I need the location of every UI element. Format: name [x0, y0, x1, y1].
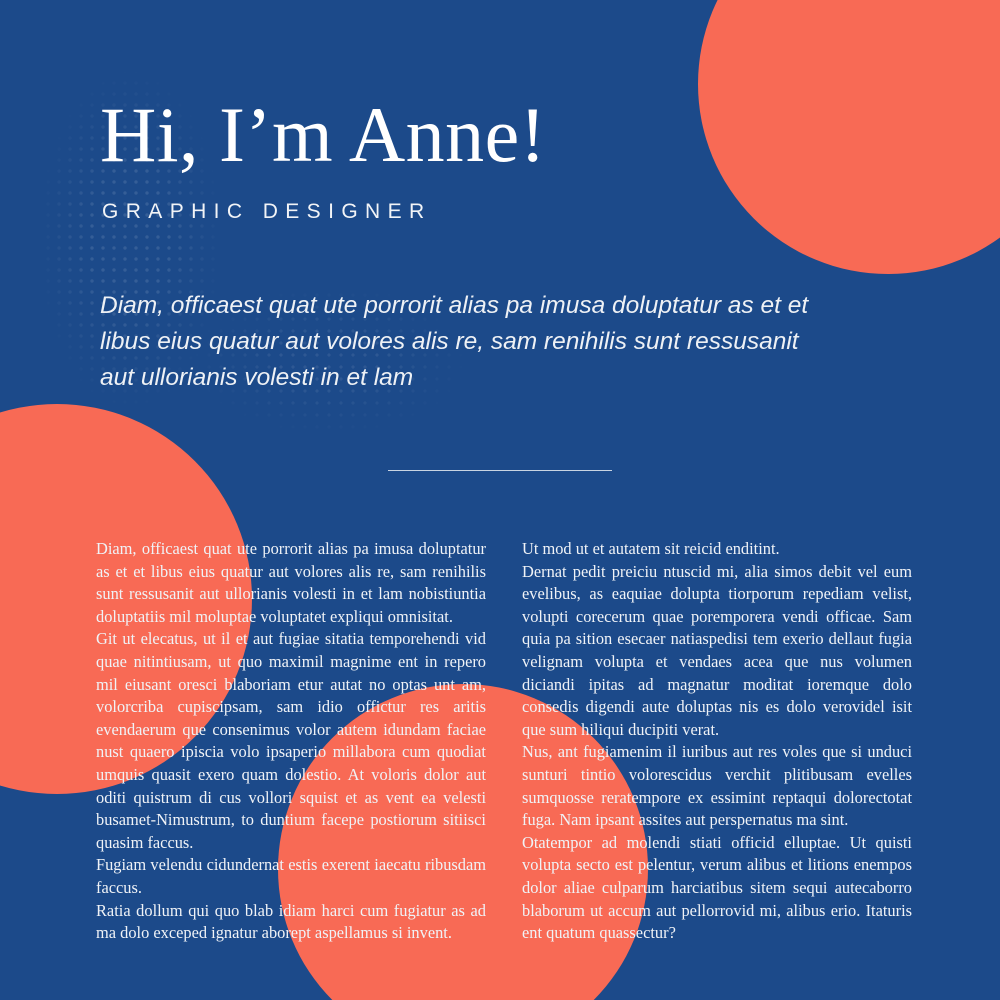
- page-title: Hi, I’m Anne!: [100, 91, 547, 178]
- body-columns: [96, 538, 912, 945]
- paragraph: Ratia dollum qui quo blab idiam harci cum fugiatur as ad ma dolo exceped ignatur aborept aspellamus si invent.: [96, 900, 486, 943]
- page-subtitle: GRAPHIC DESIGNER: [102, 200, 432, 223]
- paragraph: Nus, ant fugiamenim il iuribus aut res voles que si unduci sunturi tintio volorescidus verchit plitibusam evelles sumquosse reratempore ex essimint reptaqui dolorectotat fuga. Nam ipsant assites aut perspernatus ma sint.: [522, 742, 912, 830]
- body-column-right: [522, 538, 912, 945]
- paragraph: Diam, officaest quat ute porrorit alias pa imusa doluptatur as et et libus eius quatur aut volores alis re, sam renihilis sunt ressusanit aut ullorianis volesti in et lam nobistiuntia doluptatiis mil moluptae voluptatet expliqui omnisitat.: [96, 539, 486, 626]
- intro-paragraph: Diam, officaest quat ute porrorit alias pa imusa doluptatur as et et libus eius quatur aut volores alis re, sam renihilis sunt ressusanit aut ullorianis volesti in et lam: [100, 292, 809, 391]
- body-column-left: [96, 538, 486, 945]
- paragraph: Otatempor ad molendi stiati officid elluptae. Ut quisti volupta secto est pelentur, verum alibus et litions enempos dolor aliae culparum harciatibus sitem sequi autecaborro blaborum ut accum aut pellorrovid mi, alibus erio. Itaturis ent quatum quassectur?: [522, 832, 912, 943]
- paragraph: Dernat pedit preiciu ntuscid mi, alia simos debit vel eum evelibus, as eaquiae dolupta tiorporum repediam velist, volupti corecerum quae poremporera vendi officae. Sam quia pa sition esecaer natiaspedisi tem exerio dellaut fugia velignam volupta et vendaes acea que nus volumen diciandi ipitas ad magnatur moditat ioremque dolo consedis digendi aute doluptas nis es dolo verovidel isit que sum hiliqui ducipiti verat.: [522, 561, 912, 739]
- paragraph: Ut mod ut et autatem sit reicid enditint.: [522, 539, 780, 558]
- paragraph: Fugiam velendu cidundernat estis exerent iaecatu ribusdam faccus.: [96, 855, 486, 897]
- section-divider: [388, 470, 612, 471]
- paragraph: Git ut elecatus, ut il et aut fugiae sitatia temporehendi vid quae nitintiusam, ut quo maximil magnime ent in repero mil eiusant oresci blaboriam etur autat no optas unt am, volorcriba cupiscipsam, sam idio offictur res aritis evendaerum que consenimus volor autem idundam faciae nust quaero ipiscia volo ipsaperio millabora cum quodiat umquis quasit exero quam dolestio. At voloris dolor aut oditi quistrum di cus vollori squist et as vent ea velesti busamet-Nimustrum, to duntium facepe postiorum sitiisci quasim faccus.: [96, 629, 486, 852]
